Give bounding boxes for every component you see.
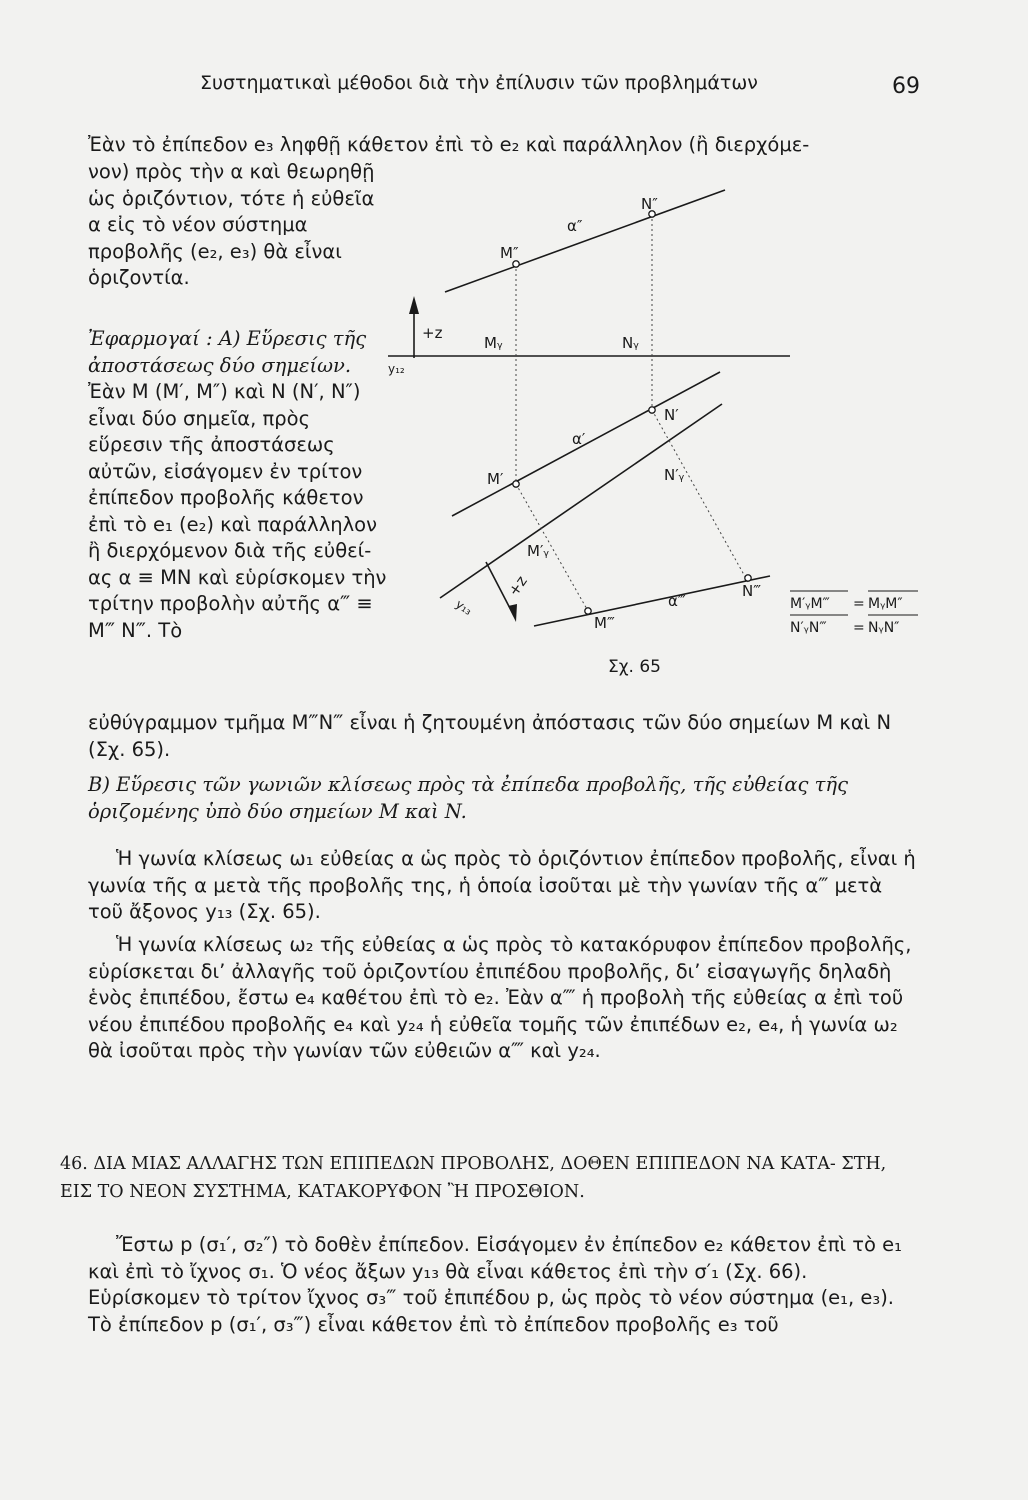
proj-N-third	[652, 410, 748, 582]
section-46-title: 46. ΔΙΑ ΜΙΑΣ ΑΛΛΑΓΗΣ ΤΩΝ ΕΠΙΠΕΔΩΝ ΠΡΟΒΟΛΗΣ, ΔΟΘΕΝ ΕΠΙΠΕΔΟΝ ΝΑ ΚΑΤΑ- ΣΤΗ, ΕΙΣ ΤΟ ΝΕΟΝ ΣΥΣΤΗΜΑ, ΚΑΤΑΚΟΡΥΦΟΝ Ἢ ΠΡΟΣΘΙΟΝ.	[60, 1154, 887, 1202]
point-M-triple-prime	[585, 608, 591, 614]
applications-continuation: εὐθύγραμμον τμῆμα M‴N‴ εἶναι ἡ ζητουμένη ἀπόστασις τῶν δύο σημείων M καὶ N (Σχ. 65).	[88, 711, 892, 761]
intro-paragraph: νον) πρὸς τὴν α καὶ θεωρηθῇ ὡς ὁριζόντιον, τότε ἡ εὐθεῖα α εἰς τὸ νέον σύστημα προβολῆς (e₂, e₃) θὰ εἶναι ὁριζοντία.	[88, 160, 375, 289]
eq2-left: N′ᵧN‴	[790, 620, 827, 636]
section-B-paragraph-1: Ἡ γωνία κλίσεως ω₁ εὐθείας α ὡς πρὸς τὸ ὁριζόντιον ἐπίπεδον προβολῆς, εἶναι ἡ γωνία τῆς α μετὰ τῆς προβολῆς της, ἡ ὁποία ἰσοῦται μὲ τὴν γωνίαν τῆς α‴ μετὰ τοῦ ἄξονος y₁₃ (Σχ. 65).	[88, 847, 916, 923]
label-a3: α‴	[668, 592, 686, 610]
eq1-equals: =	[853, 596, 865, 612]
label-M3: M‴	[594, 614, 615, 632]
point-N-prime	[649, 407, 655, 413]
line-a-double-prime	[445, 190, 725, 292]
label-Mu: Mᵧ	[484, 334, 503, 352]
label-M2: M″	[500, 244, 519, 262]
eq2-equals: =	[853, 620, 865, 636]
intro-first-line: Ἐὰν τὸ ἐπίπεδον e₃ ληφθῇ κάθετον ἐπὶ τὸ e₂ καὶ παράλληλον (ἢ διερχόμε-	[88, 133, 810, 156]
z-arrow-head	[409, 296, 419, 314]
line-a-prime	[452, 372, 720, 516]
label-Mu1: M′ᵧ	[527, 542, 549, 560]
eq1-left: M′ᵧM‴	[790, 596, 830, 612]
eq1-right: MᵧM″	[868, 596, 903, 612]
section-46-paragraph: Ἔστω p (σ₁′, σ₂″) τὸ δοθὲν ἐπίπεδον. Εἰσάγομεν ἐν ἐπίπεδον e₂ κάθετον ἐπὶ τὸ e₁ καὶ ἐπὶ τὸ ἴχνος σ₁. Ὁ νέος ἄξων y₁₃ θὰ εἶναι κάθετος ἐπὶ τὴν σ′₁ (Σχ. 66). Εὑρίσκομεν τὸ τρίτον ἴχνος σ₃‴ τοῦ ἐπιπέδου p, ὡς πρὸς τὸ νέον σύστημα (e₁, e₃). Τὸ ἐπίπεδον p (σ₁′, σ₃‴) εἶναι κάθετον ἐπὶ τὸ ἐπίπεδον προβολῆς e₃ τοῦ	[88, 1233, 902, 1336]
label-M1: M′	[487, 470, 504, 488]
label-Nu1: N′ᵧ	[664, 466, 685, 484]
page-number: 69	[892, 74, 920, 99]
z2-arrow-head	[508, 604, 517, 622]
label-a1: α′	[572, 430, 586, 448]
section-B-paragraph-2: Ἡ γωνία κλίσεως ω₂ τῆς εὐθείας α ὡς πρὸς τὸ κατακόρυφον ἐπίπεδον προβολῆς, εὑρίσκεται δι’ ἀλλαγῆς τοῦ ὁριζοντίου ἐπιπέδου προβολῆς, δι’ εἰσαγωγῆς δηλαδὴ ἑνὸς ἐπιπέδου, ἔστω e₄ καθέτου ἐπὶ τὸ e₂. Ἐὰν α⁗ ἡ προβολὴ τῆς εὐθείας α ἐπὶ τοῦ νέου ἐπιπέδου προβολῆς e₄ καὶ y₂₄ ἡ εὐθεῖα τομῆς τῶν ἐπιπέδων e₂, e₄, ἡ γωνία ω₂ θὰ ἰσοῦται πρὸς τὴν γωνίαν τῶν εὐθειῶν α⁗ καὶ y₂₄.	[88, 933, 912, 1062]
label-y13: y₁₃	[453, 596, 475, 618]
applications-text: Ἐὰν M (M′, M″) καὶ N (N′, N″) εἶναι δύο σημεῖα, πρὸς εὕρεσιν τῆς ἀποστάσεως αὐτῶν, εἰσάγομεν ἐν τρίτον ἐπίπεδον προβολῆς κάθετον ἐπὶ τὸ e₁ (e₂) καὶ παράλληλον ἢ διερχόμενον διὰ τῆς εὐθεί- ας α ≡ MN καὶ εὑρίσκομεν τὴν τρίτην προβολὴν αὐτῆς α‴ ≡ M‴ N‴. Τὸ	[88, 380, 387, 642]
running-title: Συστηματικαὶ μέθοδοι διὰ τὴν ἐπίλυσιν τῶν προβλημάτων	[200, 72, 758, 94]
label-a2: α″	[567, 217, 583, 235]
label-z2: +z	[504, 572, 531, 600]
line-a-triple-prime	[534, 576, 770, 626]
figure-caption: Σχ. 65	[608, 657, 662, 677]
label-y12: y₁₂	[388, 362, 405, 376]
label-N3: N‴	[742, 582, 762, 600]
label-N2: N″	[641, 195, 658, 213]
applications-heading: Ἐφαρμογαί : Α) Εὕρεσις τῆς ἀποστάσεως δύο σημείων.	[88, 327, 367, 377]
label-N1: N′	[664, 406, 679, 424]
point-N-triple-prime	[745, 575, 751, 581]
label-z: +z	[422, 324, 443, 342]
eq2-right: NᵧN″	[868, 620, 900, 636]
section-B-heading: Β) Εὕρεσις τῶν γωνιῶν κλίσεως πρὸς τὰ ἐπίπεδα προβολῆς, τῆς εὐθείας τῆς ὁριζομένης ὑπὸ δύο σημείων M καὶ N.	[88, 773, 849, 823]
label-Nu: Nᵧ	[622, 334, 639, 352]
point-M-prime	[513, 481, 519, 487]
